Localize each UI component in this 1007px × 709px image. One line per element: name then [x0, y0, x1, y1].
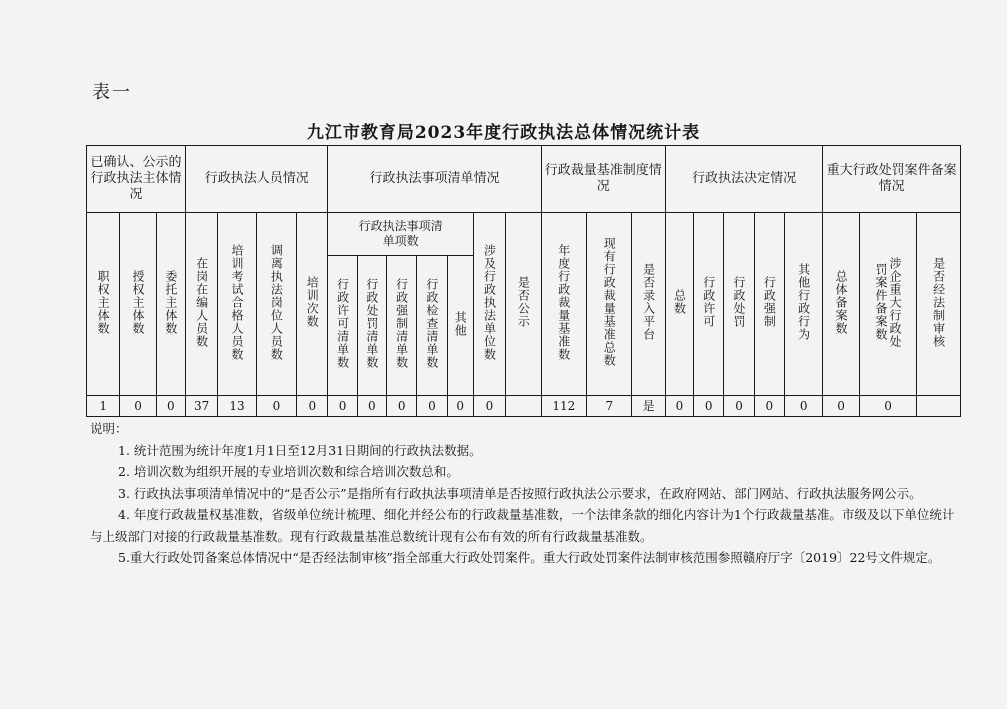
- cell-c12: 0: [447, 396, 473, 417]
- col-header-c13: 涉及行政执法单位数: [473, 213, 505, 396]
- cell-c7: 0: [297, 396, 328, 417]
- cell-c17: 是: [632, 396, 665, 417]
- note-1: 1. 统计范围为统计年度1月1日至12月31日期间的行政执法数据。: [118, 442, 482, 458]
- col-header-c20: 行政处罚: [724, 213, 754, 396]
- col-header-c21: 行政强制: [754, 213, 784, 396]
- col-header-c24: 涉企重大行政处罚案件备案数: [859, 213, 917, 396]
- cell-c6: 0: [256, 396, 296, 417]
- col-header-c14: 是否公示: [506, 213, 541, 396]
- col-header-c23: 总体备案数: [823, 213, 859, 396]
- col-header-c10: 行政强制清单数: [386, 256, 416, 396]
- col-header-c18: 总数: [665, 213, 693, 396]
- notes-heading: 说明：: [90, 421, 128, 436]
- group-filing-header: 重大行政处罚案件备案情况: [823, 146, 961, 213]
- note-2: 2. 培训次数为组织开展的专业培训次数和综合培训次数总和。: [118, 464, 459, 479]
- col-header-c7: 培训次数: [297, 213, 328, 396]
- note-4: 4. 年度行政裁量权基准数，省级单位统计梳理、细化并经公布的行政裁量基准数，一个法律条款的细化内容计为1个行政裁量基准。市级及以下单位统计与上级部门对接的行政裁量基准数。现有行政裁量基准总数统计现有公布有效的所有行政裁量基准数。: [90, 507, 955, 544]
- notes-section: [90, 418, 960, 569]
- col-header-c16: 现有行政裁量基准总数: [587, 213, 632, 396]
- cell-c23: 0: [823, 396, 859, 417]
- group-discretion-header: 行政裁量基准制度情况: [541, 146, 665, 213]
- col-header-c25: 是否经法制审核: [917, 213, 961, 396]
- cell-c8: 0: [328, 396, 357, 417]
- subgroup-list-items-header: 行政执法事项清单项数: [328, 213, 473, 256]
- col-header-c17: 是否录入平台: [632, 213, 665, 396]
- cell-c25: [917, 396, 961, 417]
- col-header-c6: 调离执法岗位人员数: [256, 213, 296, 396]
- cell-c10: 0: [386, 396, 416, 417]
- cell-c13: 0: [473, 396, 505, 417]
- group-list-header: 行政执法事项清单情况: [328, 146, 541, 213]
- col-header-c15: 年度行政裁量基准数: [541, 213, 586, 396]
- col-header-c8: 行政许可清单数: [328, 256, 357, 396]
- table-label: 表一: [92, 82, 132, 103]
- statistics-table: [86, 145, 961, 417]
- col-header-c3: 委托主体数: [156, 213, 185, 396]
- cell-c14: [506, 396, 541, 417]
- col-header-c12: 其他: [447, 256, 473, 396]
- col-header-c19: 行政许可: [694, 213, 724, 396]
- group-decisions-header: 行政执法决定情况: [665, 146, 823, 213]
- group-subject-header: 已确认、公示的行政执法主体情况: [87, 146, 186, 213]
- cell-c19: 0: [694, 396, 724, 417]
- col-header-c11: 行政检查清单数: [417, 256, 447, 396]
- cell-c21: 0: [754, 396, 784, 417]
- col-header-c2: 授权主体数: [120, 213, 156, 396]
- note-3: 3. 行政执法事项清单情况中的“是否公示”是指所有行政执法事项清单是否按照行政执法公示要求，在政府网站、部门网站、行政执法服务网公示。: [118, 485, 922, 501]
- cell-c20: 0: [724, 396, 754, 417]
- cell-c16: 7: [587, 396, 632, 417]
- note-5: 5.重大行政处罚备案总体情况中“是否经法制审核”指全部重大行政处罚案件。重大行政处罚案件法制审核范围参照赣府厅字〔2019〕22号文件规定。: [118, 550, 941, 565]
- cell-c24: 0: [859, 396, 917, 417]
- cell-c2: 0: [120, 396, 156, 417]
- cell-c3: 0: [156, 396, 185, 417]
- group-personnel-header: 行政执法人员情况: [186, 146, 328, 213]
- col-header-c22: 其他行政行为: [784, 213, 822, 396]
- document-title: 九江市教育局2023年度行政执法总体情况统计表: [306, 123, 701, 143]
- cell-c15: 112: [541, 396, 586, 417]
- cell-c5: 13: [218, 396, 256, 417]
- col-header-c9: 行政处罚清单数: [357, 256, 386, 396]
- cell-c1: 1: [87, 396, 120, 417]
- col-header-c5: 培训考试合格人员数: [218, 213, 256, 396]
- col-header-c1: 职权主体数: [87, 213, 120, 396]
- cell-c11: 0: [417, 396, 447, 417]
- cell-c4: 37: [186, 396, 218, 417]
- cell-c22: 0: [784, 396, 822, 417]
- cell-c9: 0: [357, 396, 386, 417]
- table-row: [87, 396, 961, 417]
- col-header-c4: 在岗在编人员数: [186, 213, 218, 396]
- cell-c18: 0: [665, 396, 693, 417]
